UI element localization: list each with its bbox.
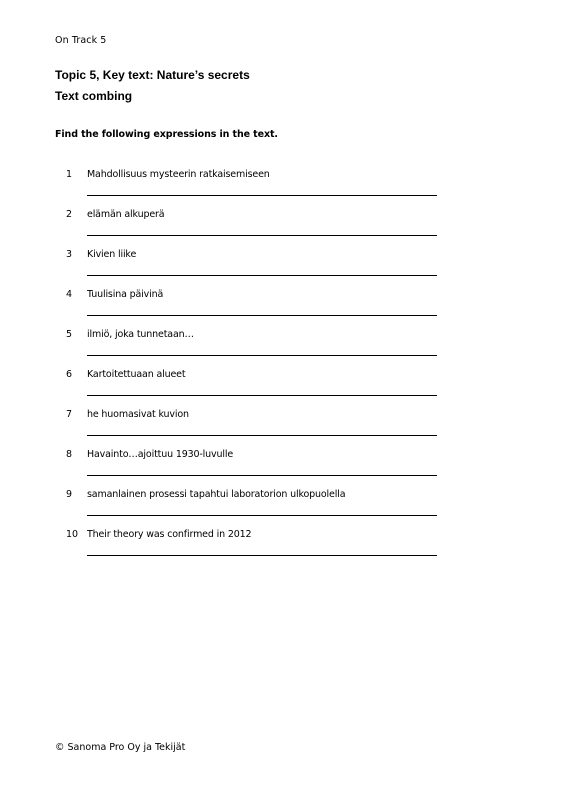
answer-line[interactable] [87,315,437,316]
item-number: 1 [66,169,73,180]
item-number: 2 [66,209,73,220]
item-expression: samanlainen prosessi tapahtui laboratorion ulkopuolella [87,489,346,500]
answer-line[interactable] [87,355,437,356]
instruction: Find the following expressions in the text. [55,129,278,140]
answer-line[interactable] [87,475,437,476]
item-number: 4 [66,289,73,300]
item-number: 8 [66,449,73,460]
topic-title: Topic 5, Key text: Nature’s secrets [55,68,250,82]
answer-line[interactable] [87,435,437,436]
exercise-item-1 [0,169,565,209]
item-expression: ilmiö, joka tunnetaan… [87,329,194,340]
item-expression: he huomasivat kuvion [87,409,189,420]
exercise-item-5 [0,329,565,369]
item-expression: Their theory was confirmed in 2012 [87,529,252,540]
exercise-item-2 [0,209,565,249]
answer-line[interactable] [87,395,437,396]
copyright-footer: © Sanoma Pro Oy ja Tekijät [55,742,186,753]
item-number: 3 [66,249,73,260]
item-expression: Tuulisina päivinä [87,289,164,300]
exercise-item-9 [0,489,565,529]
item-expression: Havainto…ajoittuu 1930-luvulle [87,449,234,460]
answer-line[interactable] [87,555,437,556]
answer-line[interactable] [87,235,437,236]
item-expression: Kivien liike [87,249,137,260]
exercise-item-6 [0,369,565,409]
item-number: 9 [66,489,73,500]
answer-line[interactable] [87,515,437,516]
answer-line[interactable] [87,195,437,196]
item-number: 7 [66,409,73,420]
exercise-item-3 [0,249,565,289]
item-number: 6 [66,369,73,380]
item-expression: Kartoitettuaan alueet [87,369,186,380]
exercise-item-10 [0,529,565,569]
item-number: 5 [66,329,73,340]
exercise-item-8 [0,449,565,489]
exercise-item-4 [0,289,565,329]
answer-line[interactable] [87,275,437,276]
item-number: 10 [66,529,79,540]
item-expression: Mahdollisuus mysteerin ratkaisemiseen [87,169,270,180]
subtitle: Text combing [55,89,133,103]
exercise-item-7 [0,409,565,449]
header-label: On Track 5 [55,35,107,46]
item-expression: elämän alkuperä [87,209,165,220]
